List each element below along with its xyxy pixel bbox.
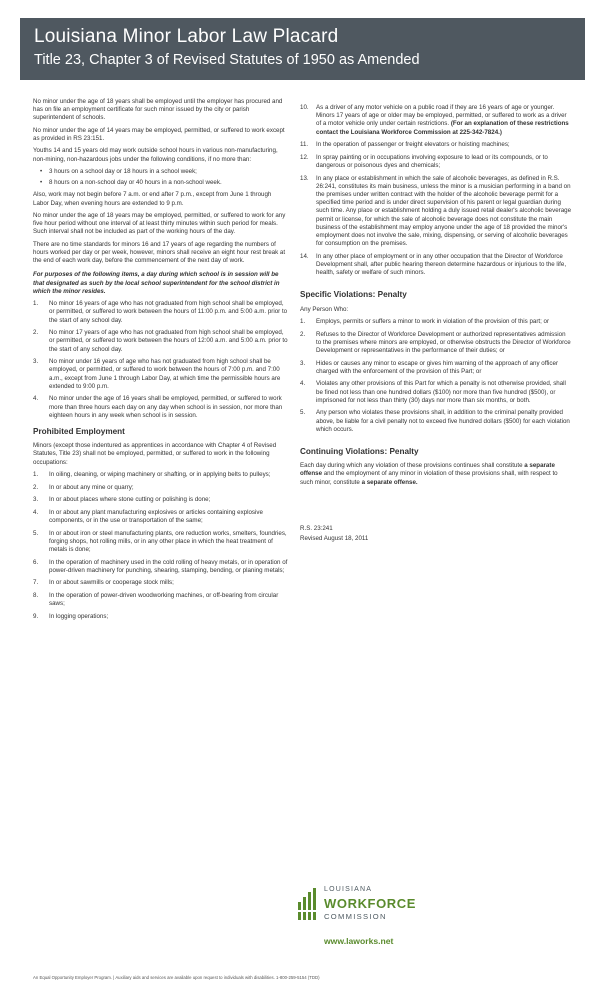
list-item: 14. In any other place of employment or in any other occupation that the Director of Workforce Development shall, after public hearing thereon determine hazardous or injurious to the life, health, safety or welfare of such minors. [300,252,567,277]
list-item: 5. Any person who violates these provisions shall, in addition to the criminal penalty provided above, be liable for a civil penalty not to exceed five hundred dollars ($500) for each violation which occurs. [300,409,570,433]
list-item: 7. In or about sawmills or cooperage stock mills; [33,579,174,587]
school-day-list [33,300,288,420]
work-time-paragraph: Also, work may not begin before 7 a.m. or end after 7 p.m., except from June 1 through Labor Day, when evening hours are extended to 9 p.m. [33,191,272,207]
list-item: 2. No minor 17 years of age who has not graduated from high school shall be employed, or permitted, or suffered to work between the hours of 12:00 a.m. and 5:00 a.m. prior to the start of any school day. [33,329,288,353]
footer-note: An Equal Opportunity Employer Program. | Auxiliary aids and services are available upon request to individuals with disabilities. 1-800-259-5154 (TDD) [33,975,320,980]
lwc-logo [298,880,417,936]
revision-date: Revised August 18, 2011 [300,535,369,543]
specific-violations-list [300,318,572,434]
placard-subtitle: Title 23, Chapter 3 of Revised Statutes of 1950 as Amended [34,52,420,68]
list-item: 3. Hides or causes any minor to escape or gives him warning of the approach of any officer charged with the enforcement of the provision of this Part; or [300,359,559,375]
list-item: 3. In or about places where stone cutting or polishing is done; [33,496,211,504]
list-item: 4. In or about any plant manufacturing explosives or articles containing explosive components, or in the use or transportation of the same; [33,508,263,524]
contact-note: (For an explanation of these restrictions contact the Louisiana Workforce Commission at 225-342-7824.) [316,120,569,136]
list-item: 3. No minor under 16 years of age who has not graduated from high school shall be employed, or permitted, or suffered to work between the hours of 7:00 p.m. and 7:00 a.m., except from June 1 through Labor Day, at which time the permissible hours are extended to 9:00 p.m. [33,358,281,390]
list-item: 4. No minor under the age of 16 years shall be employed, permitted, or suffered to work more than three hours each day on any day when school is in session, nor more than eighteen hours in any week when school is in session. [33,395,283,419]
right-column [300,104,572,547]
list-item: 8. In the operation of power-driven woodworking machines, or off-bearing from circular saws; [33,591,279,608]
specific-violations-heading: Specific Violations: Penalty [300,290,407,300]
list-item: 9. In logging operations; [33,612,109,620]
youth-hours-paragraph: Youths 14 and 15 years old may work outside school hours in various non-manufacturing, non-mining, non-hazardous jobs under the following conditions, if no more than: [33,147,278,163]
school-day-definition: For purposes of the following items, a day during which school is in session will be that designated as such by the local school superintendent for the school district in which the minor resides. [33,271,280,295]
list-item: 11. In the operation of passenger or freight elevators or hoisting machines; [300,141,510,149]
left-column [33,98,288,625]
bullet-item: • 3 hours on a school day or 18 hours in a school week; [49,168,288,176]
rest-break-paragraph: There are no time standards for minors 16 and 17 years of age regarding the numbers of hours worked per day or per week, however, minors shall receive an eight hour rest break at the end of each work day, before the commencement of the next day of work. [33,240,286,265]
list-item: 12. In spray painting or in occupations involving exposure to lead or its compounds, or to dangerous or poisonous dyes and chemicals; [300,153,548,169]
list-item: 1. Employs, permits or suffers a minor to work in violation of the provision of this part; or [300,318,550,326]
logo-line-louisiana: LOUISIANA [324,886,373,893]
list-item: 13. In any place or establishment in which the sale of alcoholic beverages, as defined in R.S. 26:241, constitutes its main business, unless the minor is a musician performing in a band on the premises under written contract with the holder of the alcoholic beverage permit for a specified time period and is under direct supervision of his parent or legal guardian during such time. Any place or establishment holding a duly issued retail dealer's alcoholic beverage permit or license, for which the sale of alcoholic beverage does not constitute the main business of the establishment may employ anyone under the age of 18 provided the minor's employment does not involve the sale, mixing, dispensing, or serving of alcoholic beverages for consumption on the premises. [300,174,572,248]
workforce-bars-icon [298,888,320,920]
continuing-violations-text: Each day during which any violation of these provisions continues shall constitute a separate offense and the employment of any minor in violation of these provisions shall, with respect to such minor, constitute a separate offense. [300,462,558,486]
list-item: 5. In or about iron or steel manufacturing plants, ore reduction works, smelters, foundries, forging shops, hot rolling mills, or in any other place in which the heat treatment of metals is done; [33,529,287,553]
prohibited-list-continued [300,104,572,277]
statute-reference: R.S. 23:241 [300,524,333,532]
prohibited-intro: Minors (except those indentured as apprentices in accordance with Chapter 4 of Revised Statutes, Title 23) shall not be employed, permitted, or suffered to work in the following occupations: [33,442,277,466]
list-item: 4. Violates any other provisions of this Part for which a penalty is not otherwise provided, shall be fined not less than one hundred dollars ($100) nor more than five hundred ($500), or imprisoned for not less than thirty (30) days nor more than six months, or both. [300,380,566,404]
continuing-violations-heading: Continuing Violations: Penalty [300,447,419,457]
list-item: 10. As a driver of any motor vehicle on a public road if they are 16 years of age or younger. Minors 17 years of age or older may be employed, permitted, or suffered to work as a driver of a motor vehicle only under certain restrictions. (For an explanation of these restrictions contact the Louisiana Workforce Commission at 225-342-7824.) [300,104,569,136]
bullet-item: • 8 hours on a non-school day or 40 hours in a non-school week. [49,179,288,187]
list-item: 2. Refuses to the Director of Workforce Development or authorized representatives admission to the premises where minors are employed, or otherwise obstructs the Director of Workforce Development or representatives in the performance of their duties; or [300,330,571,355]
prohibited-heading: Prohibited Employment [33,427,125,436]
placard-header [20,18,585,80]
meal-break-paragraph: No minor under the age of 18 years may be employed, permitted, or suffered to work for any five hour period without one interval of at least thirty minutes within such period for meals. Such interval shall not be included as part of the working hours of the day. [33,211,286,236]
logo-line-workforce: WORKFORCE [324,896,417,911]
specific-violations-intro: Any Person Who: [300,305,349,313]
list-item: 1. In oiling, cleaning, or wiping machinery or shafting, or in applying belts to pulleys; [33,471,271,478]
logo-line-commission: COMMISSION [324,912,387,921]
list-item: 2. In or about any mine or quarry; [33,483,134,491]
website-link[interactable]: www.laworks.net [324,936,394,946]
certificate-paragraph: No minor under the age of 18 years shall be employed until the employer has procured and has on file an employment certificate for such minor issued by the city or parish superintendent of schools. [33,98,283,122]
list-item: 1. No minor 16 years of age who has not graduated from high school shall be employed, or permitted, or suffered to work between the hours of 11:00 p.m. and 5:00 a.m. prior to the start of any school day. [33,300,288,324]
age-14-paragraph: No minor under the age of 14 years may be employed, permitted, or suffered to work except as provided in RS 23:151. [33,126,285,142]
hours-bullet-list [33,168,288,187]
prohibited-list [33,471,288,621]
list-item: 6. In the operation of machinery used in the cold rolling of heavy metals, or in operation of power-driven machinery for punching, shearing, stamping, bending, or planing metals; [33,558,288,574]
placard-title: Louisiana Minor Labor Law Placard [34,26,339,47]
